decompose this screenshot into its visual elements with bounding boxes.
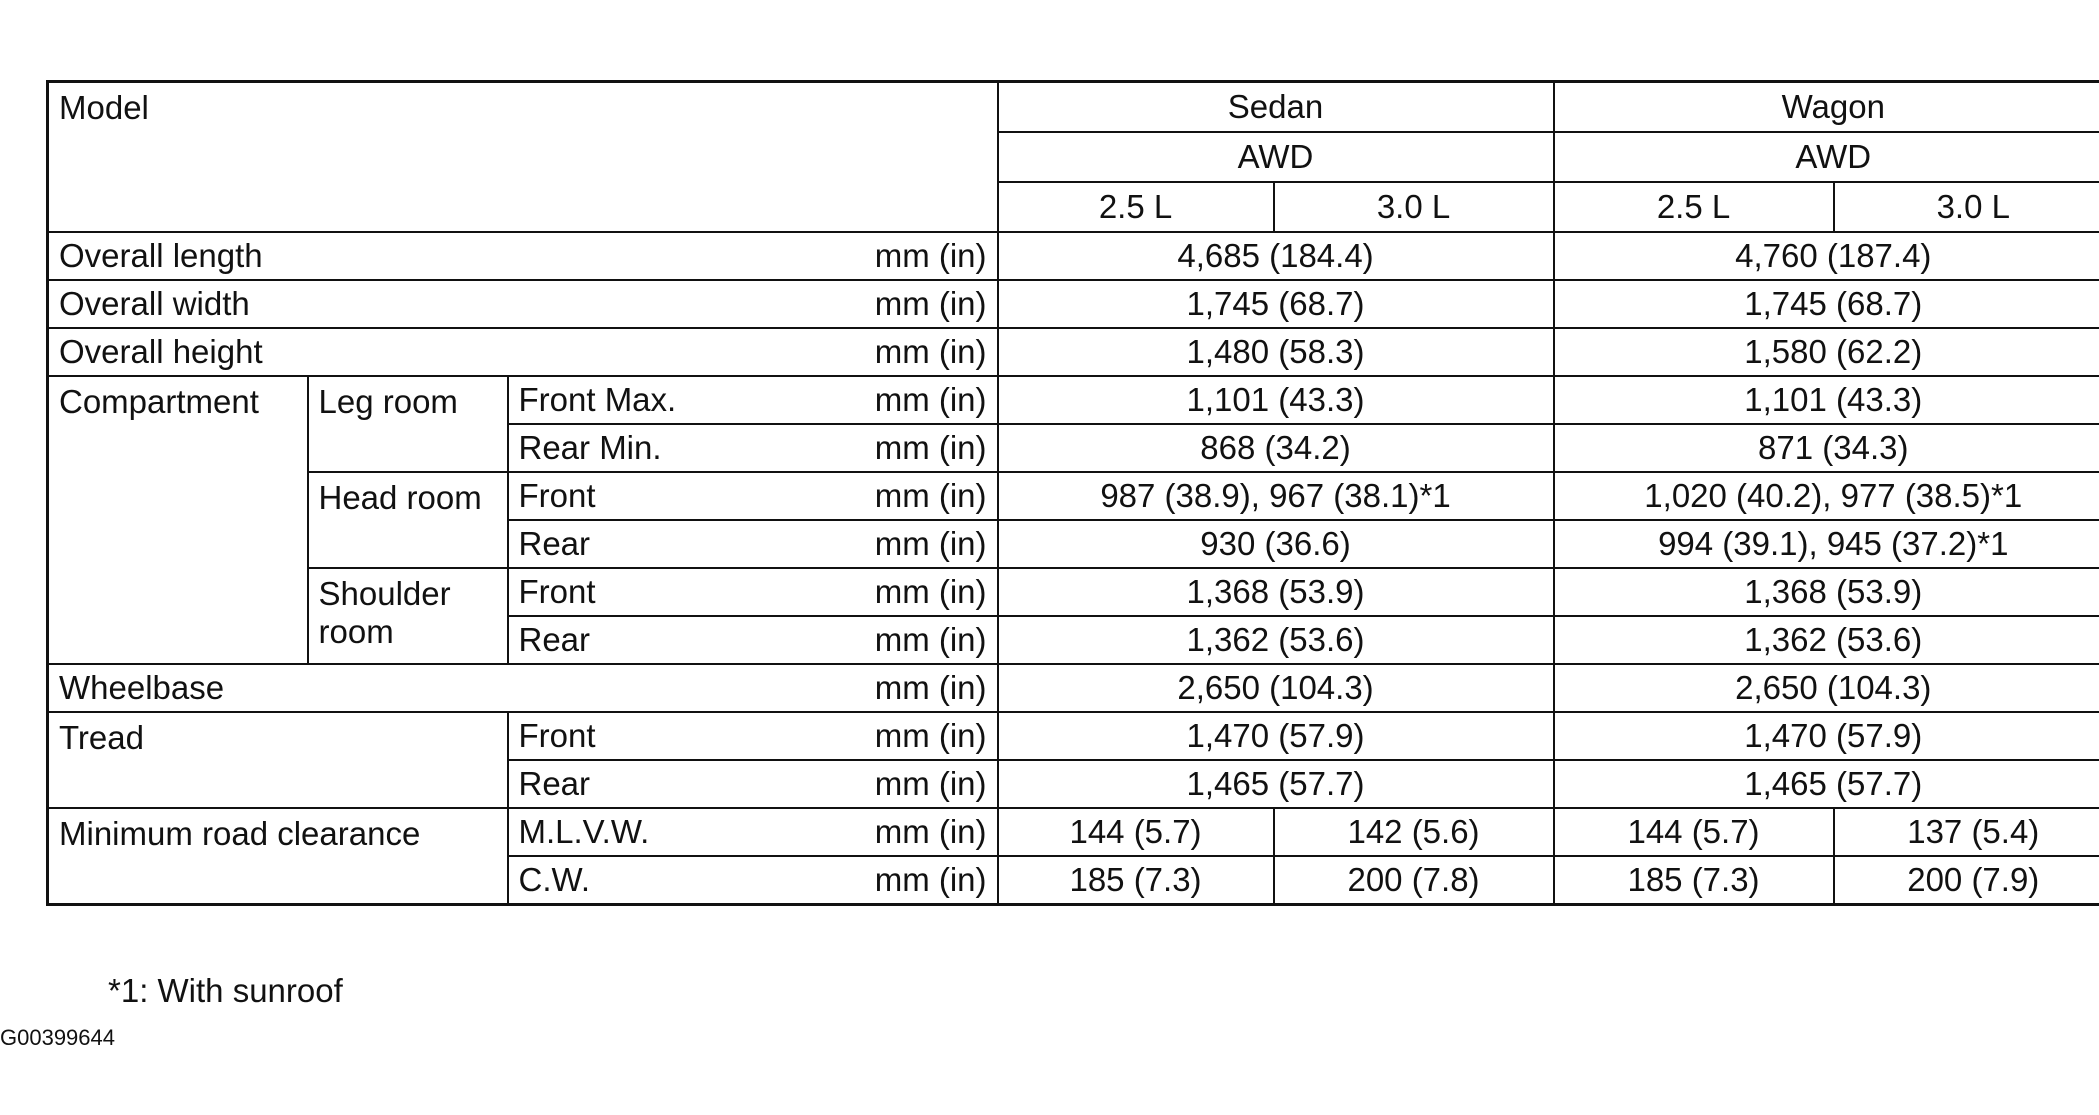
footnote: *1: With sunroof — [108, 972, 343, 1009]
row-label: Wheelbase — [48, 664, 803, 712]
unit-label: mm (in) — [803, 568, 998, 616]
unit-label: mm (in) — [803, 424, 998, 472]
table-row-shoulder-room-front — [48, 568, 2099, 616]
position-label: Rear — [508, 760, 803, 808]
unit-label: mm (in) — [803, 616, 998, 664]
value-cell: 185 (7.3) — [1554, 856, 1834, 905]
unit-label: mm (in) — [803, 760, 998, 808]
value-cell: 1,470 (57.9) — [1554, 712, 2099, 760]
sedan-header: Sedan — [998, 82, 1554, 133]
unit-label: mm (in) — [803, 328, 998, 376]
value-cell: 868 (34.2) — [998, 424, 1554, 472]
position-label: Rear — [508, 616, 803, 664]
unit-label: mm (in) — [803, 280, 998, 328]
value-cell: 1,101 (43.3) — [998, 376, 1554, 424]
value-cell: 987 (38.9), 967 (38.1)*1 — [998, 472, 1554, 520]
value-cell: 142 (5.6) — [1274, 808, 1554, 856]
value-cell: 1,368 (53.9) — [1554, 568, 2099, 616]
head-room-label: Head room — [308, 472, 508, 568]
document-id: G00399644 — [0, 1025, 115, 1050]
value-cell: 994 (39.1), 945 (37.2)*1 — [1554, 520, 2099, 568]
value-cell: 1,745 (68.7) — [998, 280, 1554, 328]
table-row-clearance-mlvw — [48, 808, 2099, 856]
shoulder-room-label: Shoulder room — [308, 568, 508, 664]
value-cell: 1,362 (53.6) — [998, 616, 1554, 664]
value-cell: 185 (7.3) — [998, 856, 1274, 905]
value-cell: 1,470 (57.9) — [998, 712, 1554, 760]
row-label: Overall height — [48, 328, 803, 376]
header-row-body — [48, 82, 2099, 133]
value-cell: 1,465 (57.7) — [1554, 760, 2099, 808]
position-label: Front — [508, 712, 803, 760]
unit-label: mm (in) — [803, 712, 998, 760]
position-label: M.L.V.W. — [508, 808, 803, 856]
engine-header: 2.5 L — [1554, 182, 1834, 232]
value-cell: 4,685 (184.4) — [998, 232, 1554, 280]
value-cell: 1,745 (68.7) — [1554, 280, 2099, 328]
compartment-label: Compartment — [48, 376, 308, 664]
table-row-wheelbase — [48, 664, 2099, 712]
value-cell: 200 (7.8) — [1274, 856, 1554, 905]
unit-label: mm (in) — [803, 808, 998, 856]
clearance-label: Minimum road clearance — [48, 808, 508, 905]
sedan-drive-header: AWD — [998, 132, 1554, 182]
position-label: Rear Min. — [508, 424, 803, 472]
position-label: Front — [508, 568, 803, 616]
value-cell: 1,580 (62.2) — [1554, 328, 2099, 376]
unit-label: mm (in) — [803, 856, 998, 905]
vehicle-dimensions-table — [46, 80, 2099, 906]
value-cell: 1,020 (40.2), 977 (38.5)*1 — [1554, 472, 2099, 520]
unit-label: mm (in) — [803, 376, 998, 424]
value-cell: 1,101 (43.3) — [1554, 376, 2099, 424]
wagon-header: Wagon — [1554, 82, 2099, 133]
value-cell: 137 (5.4) — [1834, 808, 2099, 856]
value-cell: 871 (34.3) — [1554, 424, 2099, 472]
value-cell: 144 (5.7) — [998, 808, 1274, 856]
row-label: Overall length — [48, 232, 803, 280]
value-cell: 200 (7.9) — [1834, 856, 2099, 905]
value-cell: 2,650 (104.3) — [998, 664, 1554, 712]
tread-label: Tread — [48, 712, 508, 808]
position-label: C.W. — [508, 856, 803, 905]
unit-label: mm (in) — [803, 664, 998, 712]
position-label: Rear — [508, 520, 803, 568]
value-cell: 1,480 (58.3) — [998, 328, 1554, 376]
row-label: Overall width — [48, 280, 803, 328]
value-cell: 2,650 (104.3) — [1554, 664, 2099, 712]
position-label: Front — [508, 472, 803, 520]
table-row-leg-room-front — [48, 376, 2099, 424]
leg-room-label: Leg room — [308, 376, 508, 472]
table-row-overall-width — [48, 280, 2099, 328]
table-row-overall-length — [48, 232, 2099, 280]
value-cell: 1,368 (53.9) — [998, 568, 1554, 616]
unit-label: mm (in) — [803, 232, 998, 280]
value-cell: 144 (5.7) — [1554, 808, 1834, 856]
engine-header: 3.0 L — [1834, 182, 2099, 232]
value-cell: 1,362 (53.6) — [1554, 616, 2099, 664]
table-row-head-room-front — [48, 472, 2099, 520]
model-header: Model — [48, 82, 998, 233]
position-label: Front Max. — [508, 376, 803, 424]
wagon-drive-header: AWD — [1554, 132, 2099, 182]
unit-label: mm (in) — [803, 472, 998, 520]
unit-label: mm (in) — [803, 520, 998, 568]
value-cell: 1,465 (57.7) — [998, 760, 1554, 808]
table-row-overall-height — [48, 328, 2099, 376]
engine-header: 3.0 L — [1274, 182, 1554, 232]
engine-header: 2.5 L — [998, 182, 1274, 232]
table-row-tread-front — [48, 712, 2099, 760]
value-cell: 4,760 (187.4) — [1554, 232, 2099, 280]
value-cell: 930 (36.6) — [998, 520, 1554, 568]
